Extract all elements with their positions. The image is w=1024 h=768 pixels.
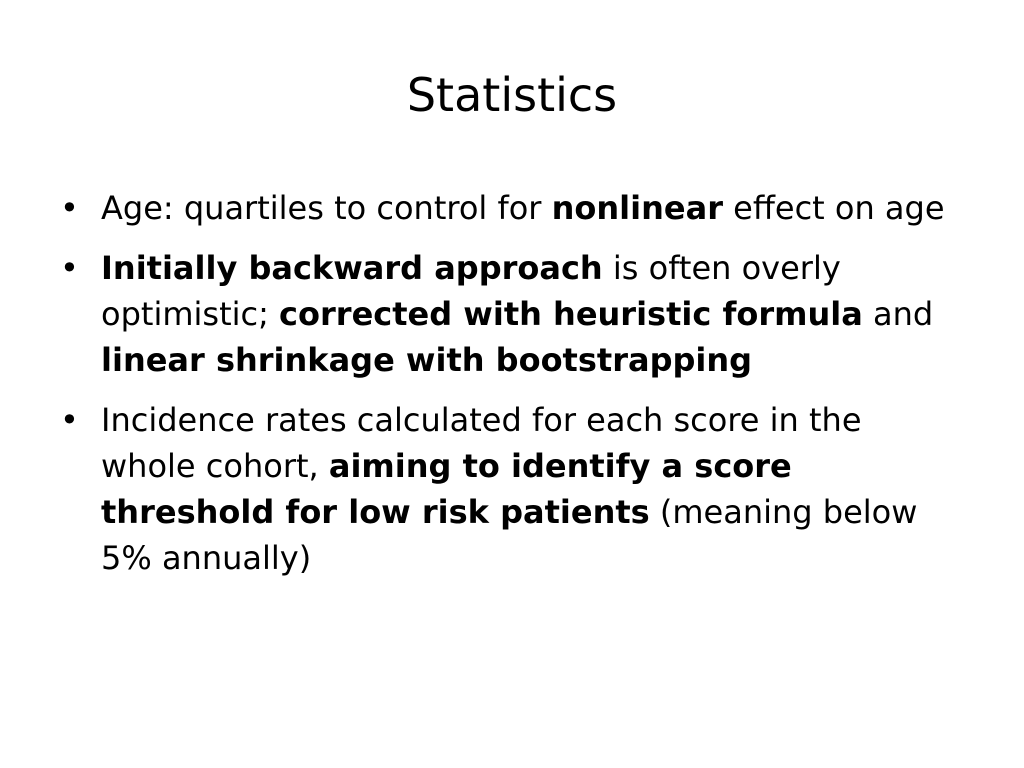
bullet-text-segment: (meaning below 5% annually) bbox=[101, 493, 918, 577]
bullet-item-backward-approach bbox=[60, 245, 960, 383]
bullet-text-bold-segment: corrected with heuristic formula bbox=[279, 295, 863, 333]
bullet-text bbox=[101, 249, 933, 379]
bullet-list bbox=[60, 185, 960, 595]
bullet-text-segment: Incidence rates calculated for each score in the whole cohort, bbox=[101, 401, 862, 485]
bullet-text-segment: effect on age bbox=[722, 189, 945, 227]
bullet-item-age bbox=[60, 185, 960, 231]
bullet-text-segment: Age: quartiles to control for bbox=[101, 189, 552, 227]
bullet-marker: • bbox=[60, 249, 79, 287]
bullet-text-bold-segment: linear shrinkage with bootstrapping bbox=[101, 341, 753, 379]
bullet-text-bold-segment: Initially backward approach bbox=[101, 249, 603, 287]
bullet-marker: • bbox=[60, 401, 79, 439]
bullet-text-segment: is often overly optimistic; bbox=[101, 249, 841, 333]
bullet-text-bold-segment: aiming to identify a score threshold for low risk patients bbox=[101, 447, 792, 531]
bullet-text bbox=[101, 401, 917, 577]
bullet-marker: • bbox=[60, 189, 79, 227]
slide-title: Statistics bbox=[406, 68, 618, 122]
bullet-text-bold-segment: nonlinear bbox=[551, 189, 723, 227]
bullet-text-segment: and bbox=[862, 295, 934, 333]
bullet-text bbox=[101, 189, 945, 227]
bullet-item-incidence-rates bbox=[60, 397, 960, 581]
